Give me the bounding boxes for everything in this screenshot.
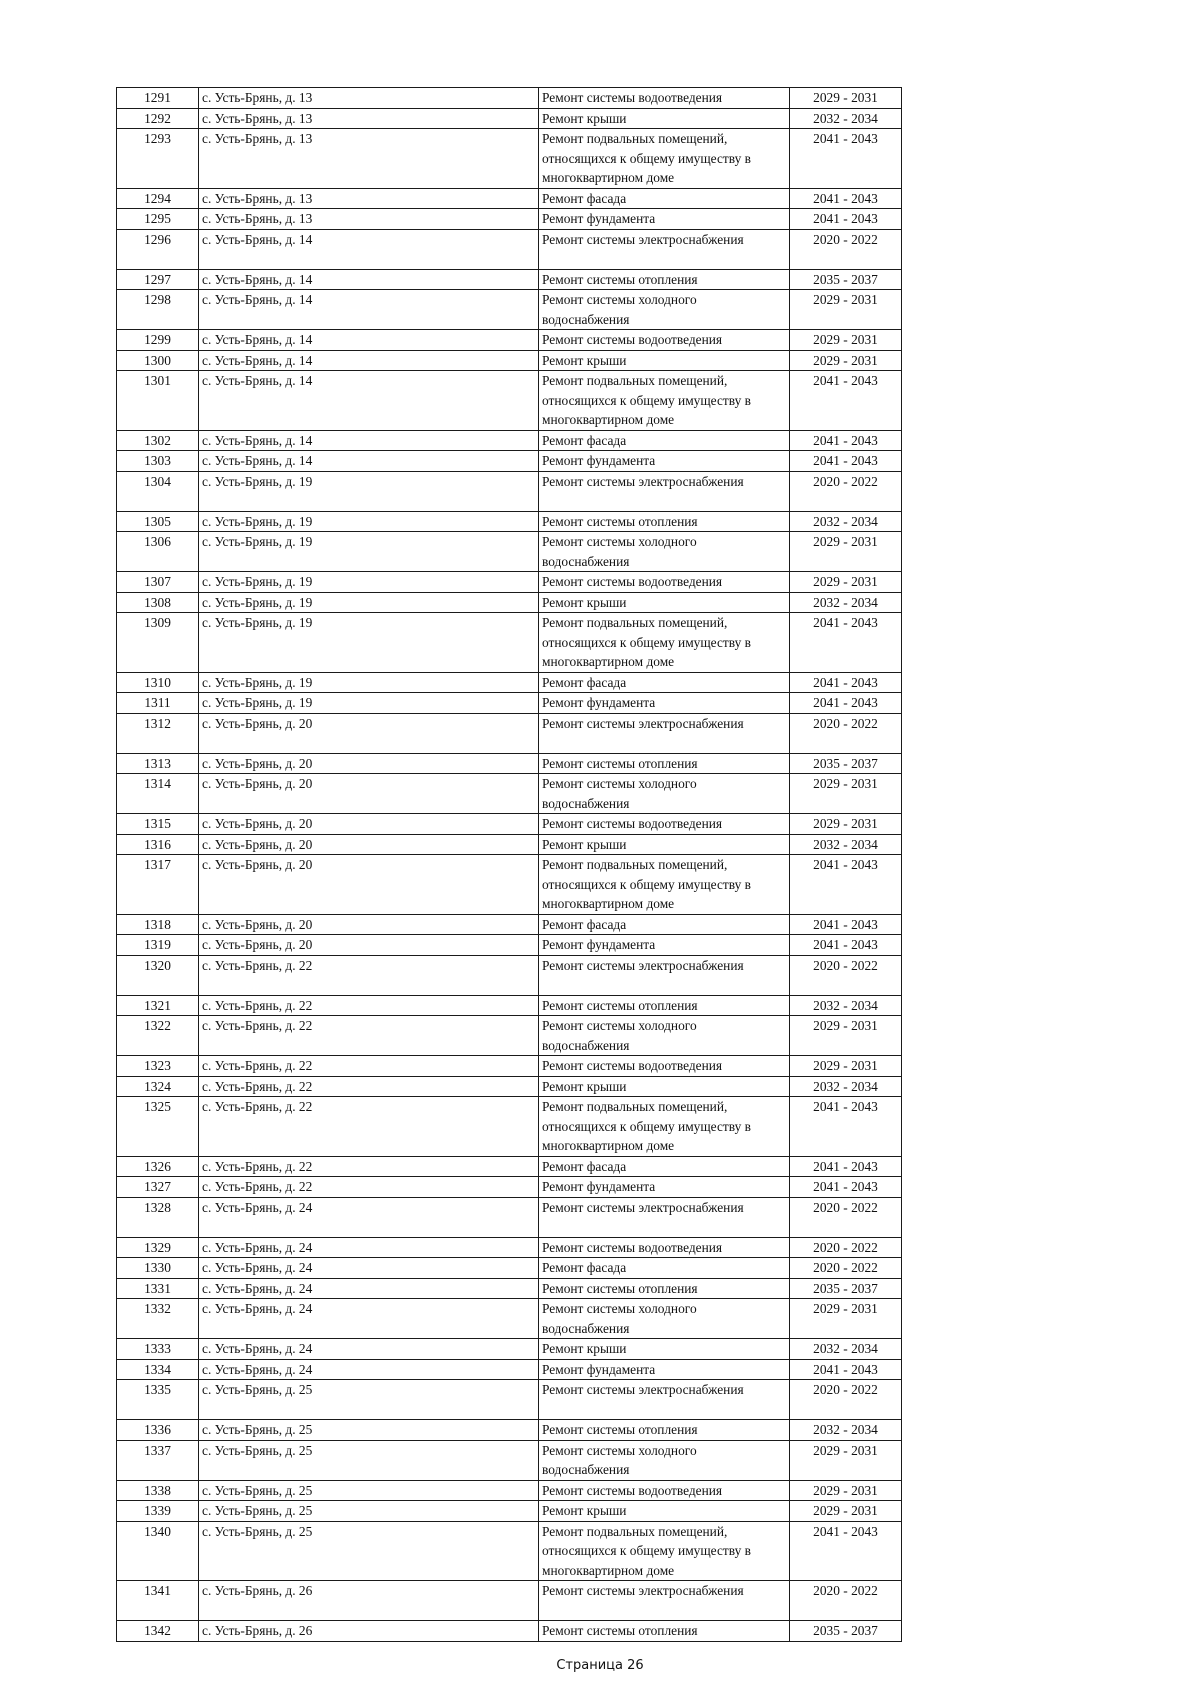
work-type-cell: Ремонт подвальных помещений, относящихся к общему имуществу в многоквартирном доме [539,129,790,189]
work-type-cell: Ремонт системы электроснабжения [539,471,790,511]
work-type-cell: Ремонт системы водоотведения [539,572,790,593]
period-cell: 2041 - 2043 [790,188,902,209]
row-number-cell: 1321 [117,995,199,1016]
address-cell: с. Усть-Брянь, д. 14 [199,371,539,431]
work-type-cell: Ремонт системы отопления [539,753,790,774]
table-row [117,209,902,230]
row-number-cell: 1309 [117,613,199,673]
work-type-cell: Ремонт системы холодного водоснабжения [539,1016,790,1056]
address-cell: с. Усть-Брянь, д. 19 [199,693,539,714]
work-type-cell: Ремонт крыши [539,350,790,371]
table-row [117,1258,902,1279]
work-type-cell: Ремонт фундамента [539,935,790,956]
address-cell: с. Усть-Брянь, д. 22 [199,1056,539,1077]
work-type-cell: Ремонт системы холодного водоснабжения [539,290,790,330]
row-number-cell: 1298 [117,290,199,330]
table-row [117,1581,902,1621]
address-cell: с. Усть-Брянь, д. 14 [199,290,539,330]
address-cell: с. Усть-Брянь, д. 20 [199,914,539,935]
period-cell: 2032 - 2034 [790,834,902,855]
period-cell: 2029 - 2031 [790,1480,902,1501]
work-type-cell: Ремонт системы отопления [539,269,790,290]
row-number-cell: 1315 [117,814,199,835]
table-row [117,713,902,753]
address-cell: с. Усть-Брянь, д. 14 [199,451,539,472]
table-row [117,774,902,814]
period-cell: 2032 - 2034 [790,511,902,532]
address-cell: с. Усть-Брянь, д. 25 [199,1501,539,1522]
period-cell: 2020 - 2022 [790,229,902,269]
address-cell: с. Усть-Брянь, д. 26 [199,1621,539,1642]
period-cell: 2020 - 2022 [790,1197,902,1237]
period-cell: 2029 - 2031 [790,1440,902,1480]
row-number-cell: 1316 [117,834,199,855]
row-number-cell: 1326 [117,1156,199,1177]
address-cell: с. Усть-Брянь, д. 24 [199,1359,539,1380]
page-number: Страница 26 [556,1658,644,1673]
row-number-cell: 1306 [117,532,199,572]
address-cell: с. Усть-Брянь, д. 25 [199,1420,539,1441]
row-number-cell: 1342 [117,1621,199,1642]
work-type-cell: Ремонт подвальных помещений, относящихся к общему имуществу в многоквартирном доме [539,613,790,673]
table-row [117,451,902,472]
row-number-cell: 1314 [117,774,199,814]
table-row [117,471,902,511]
period-cell: 2029 - 2031 [790,290,902,330]
address-cell: с. Усть-Брянь, д. 22 [199,1076,539,1097]
work-type-cell: Ремонт фундамента [539,209,790,230]
work-type-cell: Ремонт фасада [539,914,790,935]
period-cell: 2029 - 2031 [790,88,902,109]
table-row [117,1237,902,1258]
period-cell: 2035 - 2037 [790,1621,902,1642]
period-cell: 2020 - 2022 [790,1380,902,1420]
row-number-cell: 1299 [117,330,199,351]
address-cell: с. Усть-Брянь, д. 24 [199,1258,539,1279]
work-type-cell: Ремонт системы водоотведения [539,814,790,835]
work-type-cell: Ремонт системы электроснабжения [539,229,790,269]
work-type-cell: Ремонт крыши [539,1076,790,1097]
table-row [117,592,902,613]
address-cell: с. Усть-Брянь, д. 20 [199,855,539,915]
table-row [117,229,902,269]
address-cell: с. Усть-Брянь, д. 25 [199,1480,539,1501]
address-cell: с. Усть-Брянь, д. 13 [199,209,539,230]
period-cell: 2041 - 2043 [790,371,902,431]
period-cell: 2041 - 2043 [790,209,902,230]
work-type-cell: Ремонт крыши [539,1339,790,1360]
row-number-cell: 1305 [117,511,199,532]
table-row [117,855,902,915]
address-cell: с. Усть-Брянь, д. 14 [199,330,539,351]
work-type-cell: Ремонт системы водоотведения [539,330,790,351]
row-number-cell: 1329 [117,1237,199,1258]
period-cell: 2032 - 2034 [790,995,902,1016]
period-cell: 2041 - 2043 [790,693,902,714]
period-cell: 2032 - 2034 [790,108,902,129]
address-cell: с. Усть-Брянь, д. 13 [199,108,539,129]
table-row [117,430,902,451]
table-row [117,188,902,209]
period-cell: 2020 - 2022 [790,1581,902,1621]
address-cell: с. Усть-Брянь, д. 22 [199,1156,539,1177]
row-number-cell: 1297 [117,269,199,290]
address-cell: с. Усть-Брянь, д. 20 [199,814,539,835]
period-cell: 2029 - 2031 [790,1016,902,1056]
address-cell: с. Усть-Брянь, д. 24 [199,1278,539,1299]
address-cell: с. Усть-Брянь, д. 13 [199,188,539,209]
row-number-cell: 1318 [117,914,199,935]
work-type-cell: Ремонт подвальных помещений, относящихся к общему имуществу в многоквартирном доме [539,1521,790,1581]
period-cell: 2035 - 2037 [790,1278,902,1299]
address-cell: с. Усть-Брянь, д. 14 [199,350,539,371]
work-type-cell: Ремонт системы водоотведения [539,1056,790,1077]
work-type-cell: Ремонт системы водоотведения [539,1237,790,1258]
table-row [117,914,902,935]
period-cell: 2041 - 2043 [790,1359,902,1380]
row-number-cell: 1327 [117,1177,199,1198]
address-cell: с. Усть-Брянь, д. 19 [199,572,539,593]
table-row [117,834,902,855]
work-type-cell: Ремонт системы отопления [539,1621,790,1642]
work-type-cell: Ремонт системы холодного водоснабжения [539,1440,790,1480]
period-cell: 2020 - 2022 [790,1237,902,1258]
period-cell: 2032 - 2034 [790,1420,902,1441]
row-number-cell: 1324 [117,1076,199,1097]
work-type-cell: Ремонт фасада [539,1156,790,1177]
address-cell: с. Усть-Брянь, д. 19 [199,672,539,693]
row-number-cell: 1293 [117,129,199,189]
period-cell: 2029 - 2031 [790,1056,902,1077]
work-type-cell: Ремонт системы электроснабжения [539,1380,790,1420]
repair-schedule-table [116,87,902,1642]
table-row [117,129,902,189]
table-row [117,1278,902,1299]
period-cell: 2029 - 2031 [790,330,902,351]
row-number-cell: 1296 [117,229,199,269]
row-number-cell: 1294 [117,188,199,209]
address-cell: с. Усть-Брянь, д. 22 [199,955,539,995]
table-row [117,330,902,351]
address-cell: с. Усть-Брянь, д. 20 [199,834,539,855]
period-cell: 2041 - 2043 [790,1097,902,1157]
work-type-cell: Ремонт фундамента [539,1359,790,1380]
address-cell: с. Усть-Брянь, д. 24 [199,1339,539,1360]
address-cell: с. Усть-Брянь, д. 24 [199,1197,539,1237]
period-cell: 2032 - 2034 [790,592,902,613]
table-row [117,1197,902,1237]
table-row [117,511,902,532]
period-cell: 2041 - 2043 [790,1521,902,1581]
work-type-cell: Ремонт системы холодного водоснабжения [539,1299,790,1339]
work-type-cell: Ремонт подвальных помещений, относящихся к общему имуществу в многоквартирном доме [539,371,790,431]
work-type-cell: Ремонт фундамента [539,693,790,714]
row-number-cell: 1292 [117,108,199,129]
period-cell: 2029 - 2031 [790,572,902,593]
address-cell: с. Усть-Брянь, д. 22 [199,1177,539,1198]
address-cell: с. Усть-Брянь, д. 24 [199,1237,539,1258]
work-type-cell: Ремонт системы электроснабжения [539,1197,790,1237]
work-type-cell: Ремонт крыши [539,1501,790,1522]
work-type-cell: Ремонт крыши [539,834,790,855]
period-cell: 2029 - 2031 [790,774,902,814]
row-number-cell: 1337 [117,1440,199,1480]
work-type-cell: Ремонт фундамента [539,451,790,472]
work-type-cell: Ремонт системы электроснабжения [539,1581,790,1621]
table-row [117,88,902,109]
period-cell: 2020 - 2022 [790,955,902,995]
address-cell: с. Усть-Брянь, д. 19 [199,471,539,511]
table-row [117,1359,902,1380]
period-cell: 2029 - 2031 [790,1299,902,1339]
row-number-cell: 1310 [117,672,199,693]
work-type-cell: Ремонт подвальных помещений, относящихся к общему имуществу в многоквартирном доме [539,855,790,915]
period-cell: 2020 - 2022 [790,713,902,753]
table-row [117,955,902,995]
work-type-cell: Ремонт крыши [539,108,790,129]
table-row [117,1299,902,1339]
period-cell: 2041 - 2043 [790,672,902,693]
work-type-cell: Ремонт системы отопления [539,995,790,1016]
row-number-cell: 1322 [117,1016,199,1056]
row-number-cell: 1308 [117,592,199,613]
period-cell: 2020 - 2022 [790,471,902,511]
address-cell: с. Усть-Брянь, д. 20 [199,774,539,814]
work-type-cell: Ремонт фасада [539,430,790,451]
row-number-cell: 1334 [117,1359,199,1380]
period-cell: 2035 - 2037 [790,753,902,774]
row-number-cell: 1303 [117,451,199,472]
row-number-cell: 1340 [117,1521,199,1581]
table-row [117,1016,902,1056]
row-number-cell: 1300 [117,350,199,371]
period-cell: 2041 - 2043 [790,129,902,189]
row-number-cell: 1311 [117,693,199,714]
table-row [117,753,902,774]
row-number-cell: 1335 [117,1380,199,1420]
address-cell: с. Усть-Брянь, д. 19 [199,532,539,572]
work-type-cell: Ремонт фасада [539,188,790,209]
work-type-cell: Ремонт системы отопления [539,1420,790,1441]
row-number-cell: 1333 [117,1339,199,1360]
row-number-cell: 1328 [117,1197,199,1237]
period-cell: 2029 - 2031 [790,532,902,572]
period-cell: 2041 - 2043 [790,935,902,956]
table-row [117,1420,902,1441]
row-number-cell: 1325 [117,1097,199,1157]
row-number-cell: 1320 [117,955,199,995]
table-row [117,350,902,371]
row-number-cell: 1291 [117,88,199,109]
table-row [117,1480,902,1501]
row-number-cell: 1304 [117,471,199,511]
address-cell: с. Усть-Брянь, д. 20 [199,713,539,753]
work-type-cell: Ремонт подвальных помещений, относящихся к общему имуществу в многоквартирном доме [539,1097,790,1157]
table-row [117,1440,902,1480]
period-cell: 2020 - 2022 [790,1258,902,1279]
work-type-cell: Ремонт системы электроснабжения [539,713,790,753]
table-row [117,572,902,593]
table-row [117,108,902,129]
period-cell: 2029 - 2031 [790,1501,902,1522]
address-cell: с. Усть-Брянь, д. 14 [199,269,539,290]
period-cell: 2041 - 2043 [790,613,902,673]
table-row [117,1097,902,1157]
period-cell: 2041 - 2043 [790,914,902,935]
table-row [117,613,902,673]
period-cell: 2041 - 2043 [790,1177,902,1198]
period-cell: 2029 - 2031 [790,814,902,835]
period-cell: 2041 - 2043 [790,430,902,451]
row-number-cell: 1336 [117,1420,199,1441]
address-cell: с. Усть-Брянь, д. 19 [199,613,539,673]
table-row [117,935,902,956]
row-number-cell: 1332 [117,1299,199,1339]
work-type-cell: Ремонт системы холодного водоснабжения [539,774,790,814]
work-type-cell: Ремонт системы отопления [539,511,790,532]
row-number-cell: 1339 [117,1501,199,1522]
table-row [117,532,902,572]
table-row [117,1339,902,1360]
row-number-cell: 1331 [117,1278,199,1299]
work-type-cell: Ремонт фасада [539,672,790,693]
period-cell: 2032 - 2034 [790,1076,902,1097]
address-cell: с. Усть-Брянь, д. 22 [199,1016,539,1056]
table-row [117,269,902,290]
period-cell: 2032 - 2034 [790,1339,902,1360]
table-row [117,1056,902,1077]
table-row [117,371,902,431]
period-cell: 2041 - 2043 [790,451,902,472]
address-cell: с. Усть-Брянь, д. 25 [199,1521,539,1581]
table-row [117,995,902,1016]
work-type-cell: Ремонт системы водоотведения [539,88,790,109]
row-number-cell: 1312 [117,713,199,753]
row-number-cell: 1341 [117,1581,199,1621]
work-type-cell: Ремонт фасада [539,1258,790,1279]
table-row [117,1177,902,1198]
period-cell: 2041 - 2043 [790,855,902,915]
row-number-cell: 1295 [117,209,199,230]
table-row [117,1521,902,1581]
row-number-cell: 1307 [117,572,199,593]
work-type-cell: Ремонт системы электроснабжения [539,955,790,995]
address-cell: с. Усть-Брянь, д. 13 [199,129,539,189]
table-row [117,814,902,835]
table-row [117,1076,902,1097]
work-type-cell: Ремонт системы отопления [539,1278,790,1299]
table-row [117,1501,902,1522]
address-cell: с. Усть-Брянь, д. 22 [199,1097,539,1157]
work-type-cell: Ремонт фундамента [539,1177,790,1198]
address-cell: с. Усть-Брянь, д. 25 [199,1440,539,1480]
table-row [117,1380,902,1420]
address-cell: с. Усть-Брянь, д. 20 [199,935,539,956]
address-cell: с. Усть-Брянь, д. 20 [199,753,539,774]
row-number-cell: 1323 [117,1056,199,1077]
row-number-cell: 1301 [117,371,199,431]
address-cell: с. Усть-Брянь, д. 14 [199,229,539,269]
table-row [117,290,902,330]
row-number-cell: 1319 [117,935,199,956]
table-row [117,693,902,714]
period-cell: 2029 - 2031 [790,350,902,371]
period-cell: 2035 - 2037 [790,269,902,290]
table-row [117,1156,902,1177]
address-cell: с. Усть-Брянь, д. 22 [199,995,539,1016]
work-type-cell: Ремонт системы холодного водоснабжения [539,532,790,572]
table-row [117,672,902,693]
table-body [117,88,902,1642]
row-number-cell: 1330 [117,1258,199,1279]
work-type-cell: Ремонт системы водоотведения [539,1480,790,1501]
address-cell: с. Усть-Брянь, д. 24 [199,1299,539,1339]
address-cell: с. Усть-Брянь, д. 26 [199,1581,539,1621]
table-row [117,1621,902,1642]
row-number-cell: 1302 [117,430,199,451]
row-number-cell: 1338 [117,1480,199,1501]
work-type-cell: Ремонт крыши [539,592,790,613]
row-number-cell: 1317 [117,855,199,915]
address-cell: с. Усть-Брянь, д. 19 [199,511,539,532]
address-cell: с. Усть-Брянь, д. 14 [199,430,539,451]
address-cell: с. Усть-Брянь, д. 25 [199,1380,539,1420]
address-cell: с. Усть-Брянь, д. 13 [199,88,539,109]
period-cell: 2041 - 2043 [790,1156,902,1177]
address-cell: с. Усть-Брянь, д. 19 [199,592,539,613]
row-number-cell: 1313 [117,753,199,774]
